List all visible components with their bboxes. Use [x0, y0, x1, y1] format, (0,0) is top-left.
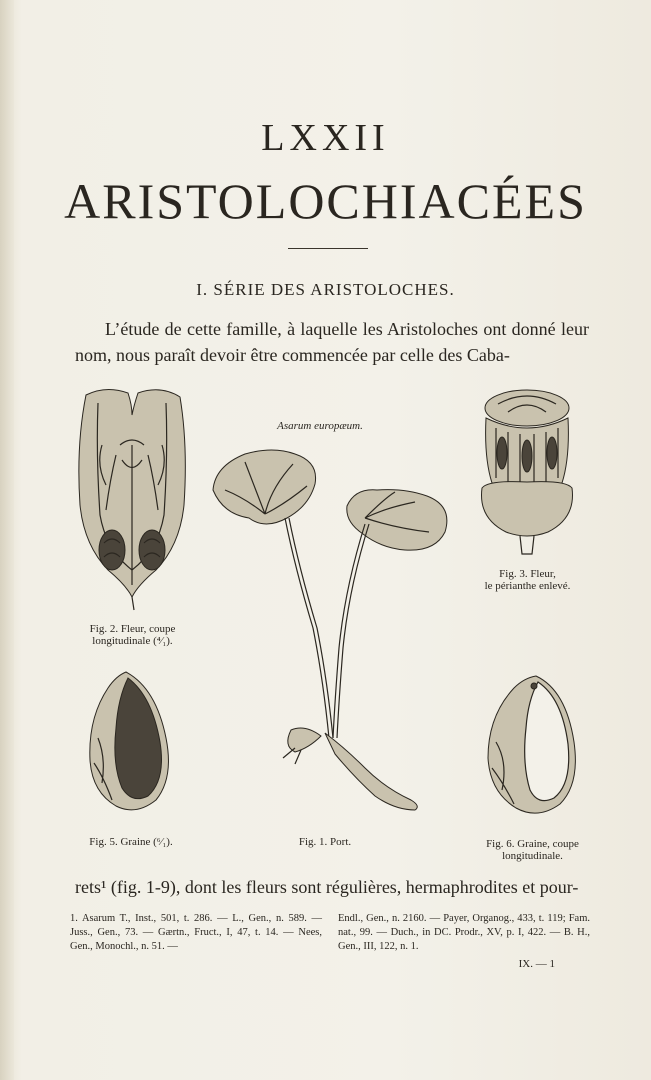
fig1-caption: Fig. 1. Port.: [298, 836, 352, 848]
title-rule: [288, 248, 368, 249]
fig6-seed-section-illustration: [486, 672, 581, 822]
section-title: I. SÉRIE DES ARISTOLOCHES.: [196, 280, 455, 299]
fig3-caption-line1: Fig. 3. Fleur,: [499, 568, 556, 580]
chapter-title: ARISTOLOCHIACÉES: [64, 173, 587, 229]
footnote-left-column: 1. Asarum T., Inst., 501, t. 286. — L., Gen., n. 589. — Juss., Gen., 73. — Gærtn., Fruct., I, 47, t. 14. — Nees, Gen., Monochl., n. 51. —: [70, 913, 322, 952]
fig2-flower-section-illustration: [76, 385, 188, 610]
body-paragraph-1: L’étude de cette famille, à laquelle les Aristoloches ont donné leur nom, nous paraît devoir être commencée par celle des Caba-: [75, 319, 589, 365]
fig5-seed-illustration: [86, 668, 176, 818]
fig3-flower-illustration: [478, 388, 576, 558]
fig5-caption: Fig. 5. Graine (⁶⁄₁).: [89, 836, 173, 848]
chapter-number: LXXII: [261, 117, 390, 159]
fig2-caption-line2: longitudinale (⁴⁄₁).: [92, 635, 173, 647]
signature-mark: IX. — 1: [518, 958, 555, 970]
fig6-caption-line1: Fig. 6. Graine, coupe: [486, 838, 579, 850]
page-edge: [0, 0, 14, 1080]
fig3-caption-line2: le périanthe enlevé.: [484, 580, 571, 592]
species-label: Asarum europæum.: [277, 420, 363, 432]
fig1-plant-habit-illustration: [205, 448, 455, 818]
fig2-caption-line1: Fig. 2. Fleur, coupe: [89, 623, 176, 635]
fig6-caption-line2: longitudinale.: [502, 850, 563, 862]
body-paragraph-2: rets¹ (fig. 1-9), dont les fleurs sont régulières, hermaphrodites et pour-: [75, 877, 579, 897]
footnote-right-column: Endl., Gen., n. 2160. — Payer, Organog., 433, t. 119; Fam. nat., 99. — Duch., in DC. Prodr., XV, p. I, 422. — B. H., Gen., III, 122, n. 1.: [338, 913, 590, 952]
